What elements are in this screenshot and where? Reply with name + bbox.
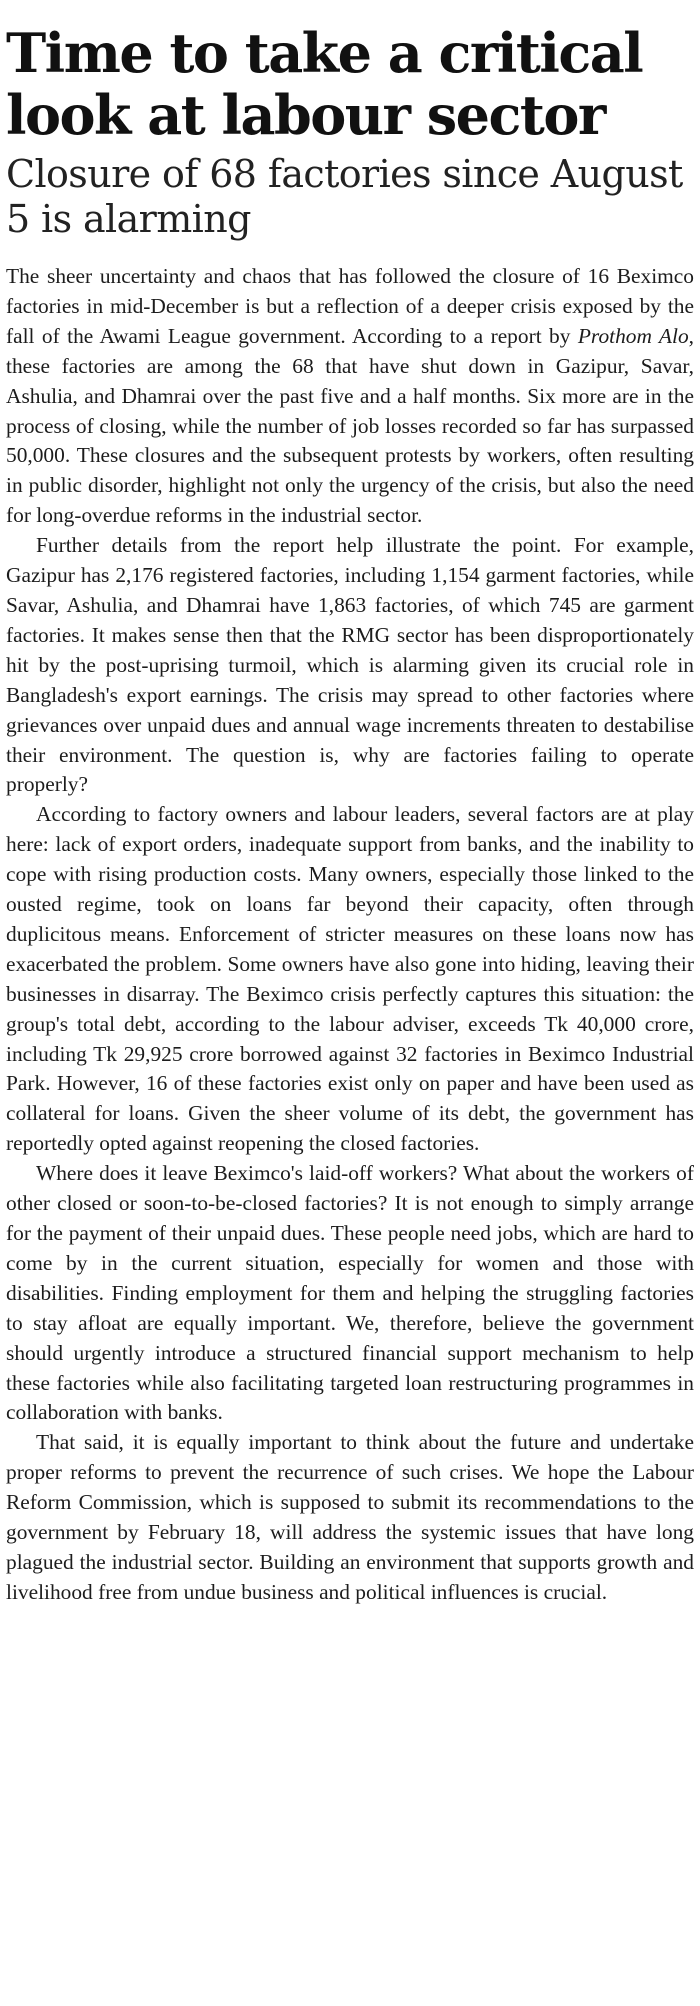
subheadline: Closure of 68 factories since August 5 is alarming bbox=[6, 152, 683, 241]
paragraph-2: Further details from the report help illustrate the point. For example, Gazipur has 2,176 registered factories, including 1,154 garment factories, while Savar, Ashulia, and Dhamrai have 1,863 factories, of which 745 are garment factories. It makes sense then that the RMG sector has been disproportionately hit by the post-uprising turmoil, which is alarming given its crucial role in Bangladesh's export earnings. The crisis may spread to other factories where grievances over unpaid dues and annual wage increments threaten to destabilise their environment. The question is, why are factories failing to operate properly? bbox=[6, 533, 694, 797]
source-name: Prothom Alo bbox=[577, 323, 689, 348]
paragraph-1 bbox=[6, 262, 694, 531]
article-body bbox=[6, 262, 694, 1608]
paragraph-4: Where does it leave Beximco's laid-off workers? What about the workers of other closed or soon-to-be-closed factories? It is not enough to simply arrange for the payment of their unpaid dues. These people need jobs, which are hard to come by in the current situation, especially for women and those with disabilities. Finding employment for them and helping the struggling factories to stay afloat are equally important. We, therefore, believe the government should urgently introduce a structured financial support mechanism to help these factories while also facilitating targeted loan restructuring programmes in collaboration with banks. bbox=[6, 1161, 694, 1425]
paragraph-1-text-end: , these factories are among the 68 that have shut down in Gazipur, Savar, Ashulia, and Dhamrai over the past five and a half months. Six more are in the process of closing, while the number of job losses recorded so far has surpassed 50,000. These closures and the subsequent protests by workers, often resulting in public disorder, highlight not only the urgency of the crisis, but also the need for long-overdue reforms in the industrial sector. bbox=[6, 323, 694, 528]
paragraph-3: According to factory owners and labour leaders, several factors are at play here: lack of export orders, inadequate support from banks, and the inability to cope with rising production costs. Many owners, especially those linked to the ousted regime, took on loans far beyond their capacity, often through duplicitous means. Enforcement of stricter measures on these loans now has exacerbated the problem. Some owners have also gone into hiding, leaving their businesses in disarray. The Beximco crisis perfectly captures this situation: the group's total debt, according to the labour adviser, exceeds Tk 40,000 crore, including Tk 29,925 crore borrowed against 32 factories in Beximco Industrial Park. However, 16 of these factories exist only on paper and have been used as collateral for loans. Given the sheer volume of its debt, the government has reportedly opted against reopening the closed factories. bbox=[6, 802, 694, 1156]
headline: Time to take a critical look at labour sector bbox=[6, 21, 643, 147]
paragraph-5: That said, it is equally important to think about the future and undertake proper reforms to prevent the recurrence of such crises. We hope the Labour Reform Commission, which is supposed to submit its recommendations to the government by February 18, will address the systemic issues that have long plagued the industrial sector. Building an environment that supports growth and livelihood free from undue business and political influences is crucial. bbox=[6, 1430, 694, 1604]
paragraph-1-text-start: The sheer uncertainty and chaos that has followed the closure of 16 Beximco factories in mid-December is but a reflection of a deeper crisis exposed by the fall of the Awami League government. According to a report by bbox=[6, 264, 694, 348]
editorial-article bbox=[6, 0, 694, 1608]
